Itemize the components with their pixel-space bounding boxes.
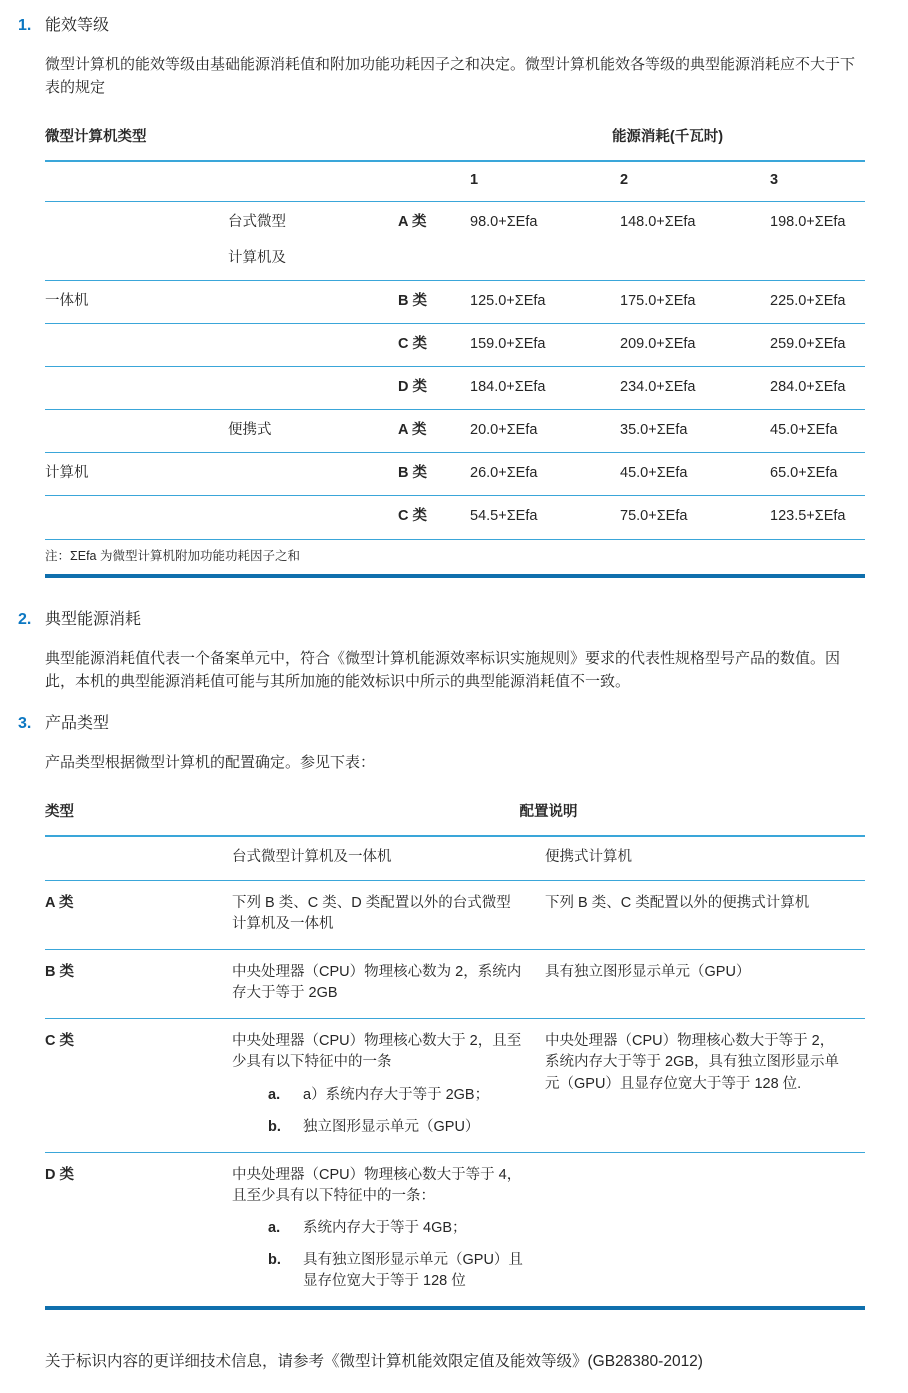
type-cell <box>45 324 228 367</box>
table2-header-type: 类型 <box>45 793 232 836</box>
value-grade-1: 159.0+ΣEfa <box>470 324 620 367</box>
table1-header-energy: 能源消耗(千瓦时) <box>470 118 865 161</box>
table2-subheader-row <box>45 836 865 881</box>
class-cell: D 类 <box>398 367 470 410</box>
value-grade-1: 54.5+ΣEfa <box>470 496 620 539</box>
table1-grade-3: 3 <box>770 161 865 202</box>
table-row <box>45 496 865 539</box>
table-row <box>45 950 865 1019</box>
section-1-number: 1. <box>18 17 32 34</box>
type-line-2: 计算机及 <box>228 250 286 267</box>
portable-config-cell: 中央处理器（CPU）物理核心数大于等于 2，系统内存大于等于 2GB，具有独立图形显示单元（GPU）且显存位宽大于等于 128 位. <box>545 1019 865 1152</box>
type-cell <box>45 410 228 453</box>
value-grade-2: 35.0+ΣEfa <box>620 410 770 453</box>
table2-subheader-spacer <box>45 836 232 881</box>
value-grade-1: 184.0+ΣEfa <box>470 367 620 410</box>
list-marker: b. <box>268 1118 281 1135</box>
table1-grade-spacer <box>45 161 470 202</box>
value-grade-1: 98.0+ΣEfa <box>470 202 620 281</box>
desktop-config-cell: 中央处理器（CPU）物理核心数为 2，系统内存大于等于 2GB <box>232 950 545 1019</box>
section-2-body: 典型能源消耗值代表一个备案单元中，符合《微型计算机能源效率标识实施规则》要求的代表性规格型号产品的数值。因此，本机的典型能源消耗值可能与其所加施的能效标识中所示的典型能源消耗值不一致。 <box>45 650 841 691</box>
portable-config-cell: 具有独立图形显示单元（GPU） <box>545 950 865 1019</box>
value-grade-3: 45.0+ΣEfa <box>770 410 865 453</box>
table-row <box>45 453 865 496</box>
config-intro: 中央处理器（CPU）物理核心数大于等于 4，且至少具有以下特征中的一条： <box>232 1166 522 1204</box>
table-row <box>45 881 865 950</box>
list-item <box>268 1085 523 1106</box>
value-grade-3: 65.0+ΣEfa <box>770 453 865 496</box>
table1-grade-1: 1 <box>470 161 620 202</box>
list-text: 具有独立图形显示单元（GPU）且显存位宽大于等于 128 位 <box>303 1251 523 1289</box>
type-cell-indent <box>228 281 398 324</box>
section-3-heading <box>18 712 865 736</box>
type-line-1: 台式微型 <box>228 214 286 231</box>
class-cell: B 类 <box>398 453 470 496</box>
list-marker: b. <box>268 1251 281 1268</box>
value-grade-2: 148.0+ΣEfa <box>620 202 770 281</box>
desktop-config-cell: 下列 B 类、C 类、D 类配置以外的台式微型计算机及一体机 <box>232 881 545 950</box>
table1-grade-row <box>45 161 865 202</box>
table1-note: 注：ΣEfa 为微型计算机附加功能功耗因子之和 <box>45 539 865 576</box>
class-cell: A 类 <box>398 410 470 453</box>
table2-header-row <box>45 793 865 836</box>
table1-grade-2: 2 <box>620 161 770 202</box>
type-cell <box>45 367 228 410</box>
table-row <box>45 202 865 281</box>
table2-subheader-portable: 便携式计算机 <box>545 836 865 881</box>
section-1-body: 微型计算机的能效等级由基础能源消耗值和附加功能功耗因子之和决定。微型计算机能效各等级的典型能源消耗应不大于下表的规定 <box>45 56 856 97</box>
table1-header-row <box>45 118 865 161</box>
table-row <box>45 1152 865 1308</box>
energy-grade-table <box>45 118 865 577</box>
type-cell: 一体机 <box>45 281 228 324</box>
value-grade-1: 26.0+ΣEfa <box>470 453 620 496</box>
type-cell-indent: 便携式 <box>228 410 398 453</box>
footer-reference-text: 关于标识内容的更详细技术信息，请参考《微型计算机能效限定值及能效等级》(GB28380-2012) <box>45 1352 703 1370</box>
type-label: B 类 <box>45 950 232 1019</box>
type-label: D 类 <box>45 1152 232 1308</box>
class-cell: C 类 <box>398 324 470 367</box>
list-text: 独立图形显示单元（GPU） <box>303 1118 480 1135</box>
table-row <box>45 281 865 324</box>
value-grade-3: 225.0+ΣEfa <box>770 281 865 324</box>
value-grade-2: 45.0+ΣEfa <box>620 453 770 496</box>
table-row <box>45 324 865 367</box>
list-item <box>268 1218 523 1239</box>
list-text: a）系统内存大于等于 2GB； <box>303 1086 490 1103</box>
type-cell-indent <box>228 324 398 367</box>
list-text: 系统内存大于等于 4GB； <box>303 1219 467 1236</box>
product-type-table <box>45 793 865 1309</box>
value-grade-1: 125.0+ΣEfa <box>470 281 620 324</box>
table2-subheader-desktop: 台式微型计算机及一体机 <box>232 836 545 881</box>
type-cell <box>45 202 228 281</box>
table1-note-row <box>45 539 865 576</box>
section-2-heading <box>18 608 865 632</box>
section-2-number: 2. <box>18 610 32 628</box>
type-cell <box>45 496 228 539</box>
portable-config-cell: 下列 B 类、C 类配置以外的便携式计算机 <box>545 881 865 950</box>
value-grade-2: 175.0+ΣEfa <box>620 281 770 324</box>
value-grade-3: 198.0+ΣEfa <box>770 202 865 281</box>
class-cell: C 类 <box>398 496 470 539</box>
table1-header-type: 微型计算机类型 <box>45 118 470 161</box>
section-1-heading <box>18 14 865 38</box>
portable-config-cell <box>545 1152 865 1308</box>
value-grade-3: 123.5+ΣEfa <box>770 496 865 539</box>
desktop-config-cell <box>232 1152 545 1308</box>
table-row <box>45 1019 865 1152</box>
value-grade-3: 284.0+ΣEfa <box>770 367 865 410</box>
config-intro: 中央处理器（CPU）物理核心数大于 2，且至少具有以下特征中的一条 <box>232 1033 522 1071</box>
section-2-title: 典型能源消耗 <box>45 610 142 628</box>
value-grade-2: 234.0+ΣEfa <box>620 367 770 410</box>
section-3-body: 产品类型根据微型计算机的配置确定。参见下表： <box>45 754 376 772</box>
section-3-title: 产品类型 <box>45 714 110 732</box>
list-marker: a. <box>268 1219 281 1236</box>
type-label: C 类 <box>45 1019 232 1152</box>
table-row <box>45 367 865 410</box>
value-grade-2: 75.0+ΣEfa <box>620 496 770 539</box>
section-1-title: 能效等级 <box>45 17 110 34</box>
value-grade-2: 209.0+ΣEfa <box>620 324 770 367</box>
type-cell: 计算机 <box>45 453 228 496</box>
list-marker: a. <box>268 1086 281 1103</box>
type-cell-indent <box>228 367 398 410</box>
type-cell-indent <box>228 202 398 281</box>
section-3-number: 3. <box>18 714 32 732</box>
type-label: A 类 <box>45 881 232 950</box>
type-cell-indent <box>228 496 398 539</box>
class-cell: A 类 <box>398 202 470 281</box>
list-item <box>268 1250 523 1292</box>
type-cell-indent <box>228 453 398 496</box>
list-item <box>268 1117 523 1138</box>
value-grade-3: 259.0+ΣEfa <box>770 324 865 367</box>
value-grade-1: 20.0+ΣEfa <box>470 410 620 453</box>
class-cell: B 类 <box>398 281 470 324</box>
desktop-config-cell <box>232 1019 545 1152</box>
table2-header-config: 配置说明 <box>232 793 865 836</box>
table-row <box>45 410 865 453</box>
